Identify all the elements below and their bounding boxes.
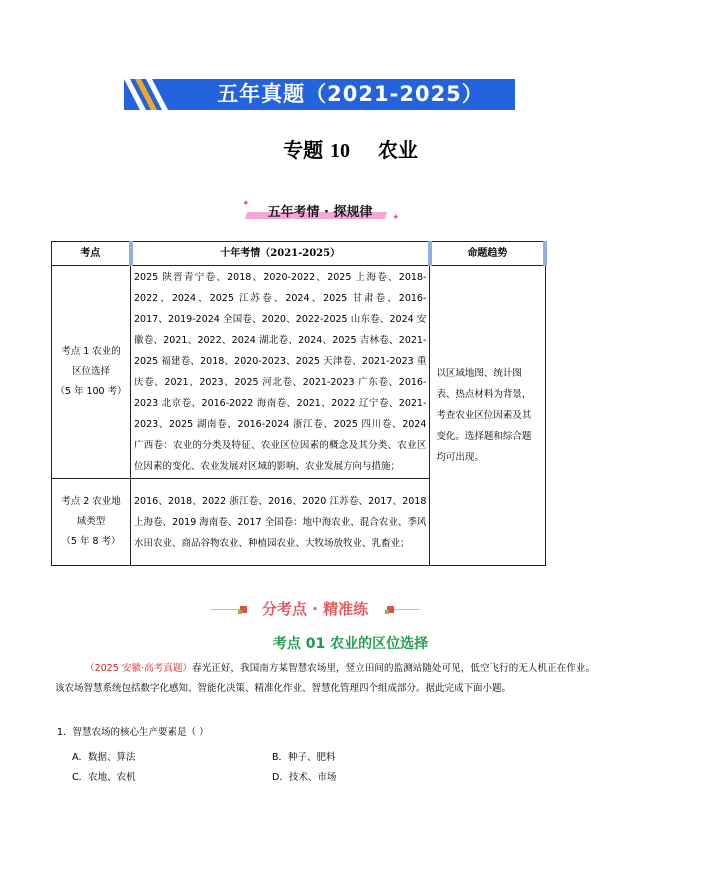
history-cell: 2016、2018、2022 浙江卷、2016、2020 江苏卷、2017、2018 上海卷、2019 海南卷、2017 全国卷：地中海农业、混合农业、季风水田农业、商品谷物农业、种植园农业、大牧场放牧业、乳畜业；	[131, 479, 430, 566]
option-d[interactable]: D．技术、市场	[272, 772, 337, 783]
option-a[interactable]: A．数据、算法	[72, 752, 136, 763]
passage-text: 春光正好，我国南方某智慧农场里，竖立田间的监测站随处可见，低空飞行的无人机正在作业。该农场智慧系统包括数字化感知、智能化决策、精准化作业、智慧化管理四个组成部分。据此完成下面小题。	[55, 663, 595, 694]
section-title: 五年考情 · 探规律	[267, 205, 373, 220]
point-line: （5 年 100 考）	[55, 386, 127, 397]
point-line: （5 年 8 考）	[61, 536, 121, 547]
sparkle-icon: ✦	[242, 199, 250, 209]
header-trend: 命题趋势	[430, 242, 545, 266]
topic-title	[0, 134, 701, 163]
question-stem: 1．智慧农场的核心生产要素是（ ）	[57, 727, 209, 738]
history-cell: 2025 陕晋青宁卷、2018、2020-2022、2025 上海卷、2018-2022、2024、2025 江苏卷、2024、2025 甘肃卷、2016-2017、2019-2024 全国卷、2020、2022-2025 山东卷、2024 安徽卷、2021、2022、2024 湖北卷、2024、2025 吉林卷、2021-2025 福建卷、2018、2020-2023、2025 天津卷、2021-2023 重庆卷、2021、2023、2025 河北卷、2021-2023 广东卷、2016-2023 北京卷、2016-2022 海南卷、2021、2022 辽宁卷、2021-2023、2025 湖南卷、2016-2024 浙江卷、2025 四川卷、2024 广西卷：农业的分类及特征、农业区位因素的概念及其分类、农业区位因素的变化、农业发展对区域的影响、农业发展方向与措施；	[131, 266, 430, 479]
question-passage	[55, 659, 595, 699]
section-heading-trends	[240, 199, 400, 223]
table-header-row	[52, 242, 546, 266]
header-point: 考点	[52, 242, 131, 266]
header-history: 十年考情（2021-2025）	[131, 242, 430, 266]
option-c[interactable]: C．农地、农机	[72, 772, 136, 783]
exam-history-table	[51, 241, 547, 566]
section-title: 分考点 · 精准练	[261, 600, 369, 618]
point-cell	[52, 479, 131, 566]
point-cell	[52, 266, 131, 479]
topic-prefix: 专题	[283, 138, 324, 162]
stripe-decoration-icon	[124, 79, 184, 110]
title-banner	[124, 79, 515, 110]
trend-cell: 以区域地图、统计图表、热点材料为背景，考查农业区位因素及其变化。选择题和综合题均可出现。	[430, 266, 545, 566]
option-b[interactable]: B．种子、肥料	[272, 752, 336, 763]
point-line: 域类型	[76, 516, 106, 527]
topic-name: 农业	[377, 138, 418, 162]
point-line: 考点 2 农业地	[61, 496, 121, 507]
sparkle-icon: ✦	[392, 213, 400, 223]
point-line: 区位选择	[71, 366, 110, 377]
table-row	[52, 266, 546, 479]
point-line: 考点 1 农业的	[61, 346, 121, 357]
banner-title: 五年真题（2021-2025）	[217, 82, 484, 106]
point-title: 考点 01 农业的区位选择	[272, 636, 429, 652]
topic-number: 10	[330, 140, 351, 162]
section-heading-practice	[210, 598, 420, 620]
source-tag: （2025 安徽·高考真题）	[85, 663, 193, 674]
